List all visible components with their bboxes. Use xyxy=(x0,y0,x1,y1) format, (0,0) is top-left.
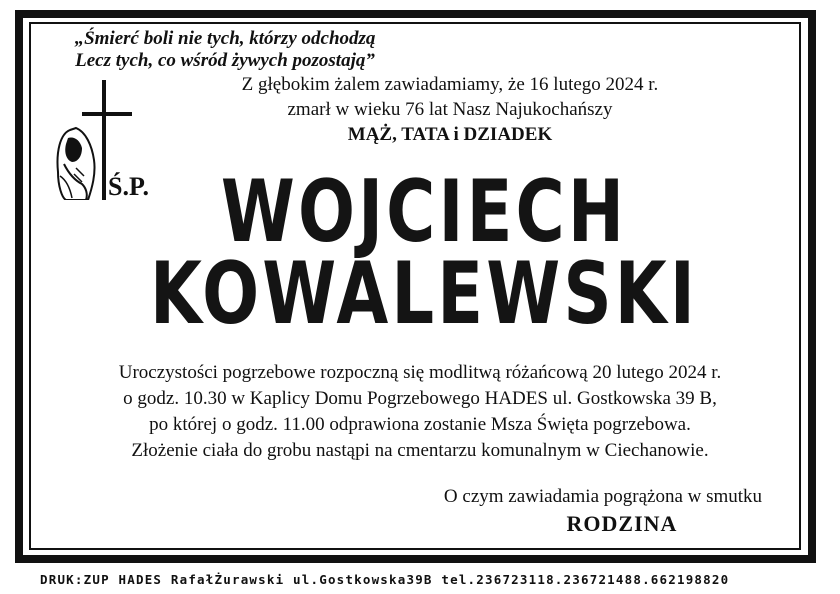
relation-title: MĄŻ, TATA i DZIADEK xyxy=(347,124,553,145)
intro-text xyxy=(180,72,720,147)
ceremony-line-2: o godz. 10.30 w Kaplicy Domu Pogrzebowego HADES ul. Gostkowska 39 B, xyxy=(123,388,717,409)
last-name: KOWALEWSKI xyxy=(150,244,698,344)
first-name: WOJCIECH xyxy=(220,162,628,262)
family-signature: RODZINA xyxy=(566,511,678,536)
motto-line-2: Lecz tych, co wśród żywych pozostają” xyxy=(75,50,375,71)
ceremony-line-4: Złożenie ciała do grobu nastąpi na cmentarzu komunalnym w Ciechanowie. xyxy=(131,440,709,461)
ceremony-line-1: Uroczystości pogrzebowe rozpoczną się modlitwą różańcową 20 lutego 2024 r. xyxy=(118,362,722,383)
ceremony-details xyxy=(60,360,780,464)
printer-footer: DRUK:ZUP HADES RafałŻurawski ul.Gostkowska39B tel.236723118.236721488.662198820 xyxy=(40,572,730,587)
closing-line: O czym zawiadamia pogrążona w smutku xyxy=(443,486,763,507)
intro-line-1: Z głębokim żalem zawiadamiamy, że 16 lutego 2024 r. xyxy=(241,74,659,95)
sp-prefix: Ś.P. xyxy=(108,172,149,201)
ceremony-line-3: po której o godz. 11.00 odprawiona zostanie Msza Święta pogrzebowa. xyxy=(149,414,691,435)
motto-line-1: „Śmierć boli nie tych, którzy odchodzą xyxy=(74,28,376,49)
motto-quote xyxy=(50,28,400,72)
intro-line-2: zmarł w wieku 76 lat Nasz Najukochańszy xyxy=(287,99,613,120)
